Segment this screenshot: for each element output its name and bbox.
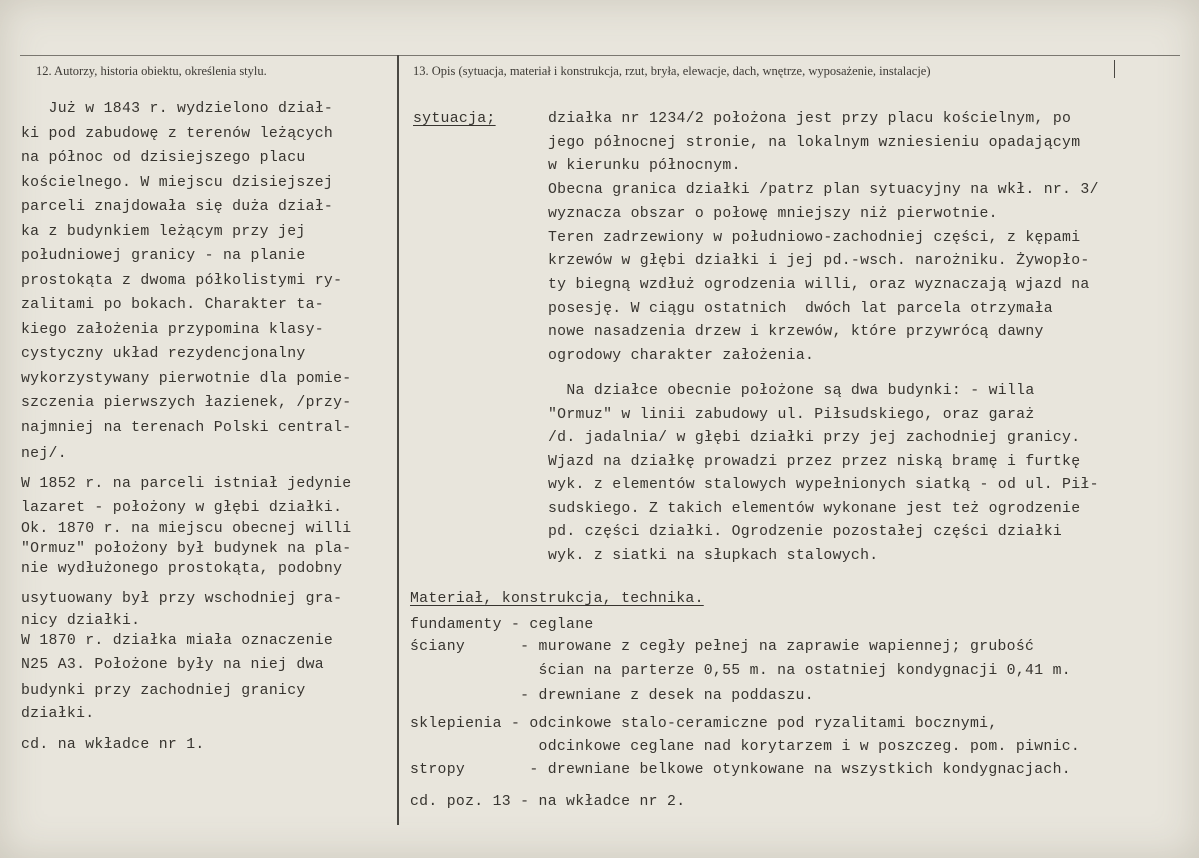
history-line: budynki przy zachodniej granicy [21, 683, 306, 699]
sytuacja-line: Teren zadrzewiony w południowo-zachodniej części, z kępami [548, 229, 1081, 246]
sytuacja-line: Na działce obecnie położone są dwa budynki: - willa [548, 383, 1035, 399]
section-13-header: 13. Opis (sytuacja, materiał i konstrukcja, rzut, bryła, elewacje, dach, wnętrze, wyposażenie, instalacje) [413, 64, 931, 78]
material-line: sklepienia - odcinkowe stalo-ceramiczne pod ryzalitami bocznymi, [410, 716, 998, 732]
history-line: cystyczny układ rezydencjonalny [21, 346, 306, 362]
continuation-note: cd. poz. 13 - na wkładce nr 2. [410, 794, 686, 810]
history-line: parceli znajdowała się duża dział- [21, 199, 334, 215]
sytuacja-line: wyk. z siatki na słupkach stalowych. [548, 547, 879, 564]
sytuacja-label: sytuacja; [413, 111, 496, 127]
history-line: lazaret - położony w głębi działki. [21, 500, 343, 516]
history-line: Już w 1843 r. wydzielono dział- [21, 101, 334, 117]
material-line: fundamenty - ceglane [410, 617, 594, 633]
history-line: szczenia pierwszych łazienek, /przy- [21, 395, 352, 411]
sytuacja-line: ty biegną wzdłuż ogrodzenia willi, oraz wyznaczają wjazd na [548, 276, 1090, 293]
material-line: ścian na parterze 0,55 m. na ostatniej kondygnacji 0,41 m. [410, 663, 1071, 679]
sytuacja-line: "Ormuz" w linii zabudowy ul. Piłsudskiego, oraz garaż [548, 406, 1035, 423]
material-line: - drewniane z desek na poddaszu. [410, 688, 814, 704]
history-line: najmniej na terenach Polski central- [21, 419, 352, 436]
header-rule [20, 55, 1180, 56]
history-line: nicy działki. [21, 613, 141, 629]
history-line: południowej granicy - na planie [21, 248, 306, 264]
sytuacja-line: sudskiego. Z takich elementów wykonane jest też ogrodzenie [548, 500, 1081, 517]
sytuacja-line: działka nr 1234/2 położona jest przy placu kościelnym, po [548, 111, 1072, 127]
history-line: działki. [21, 706, 95, 722]
sytuacja-line: Obecna granica działki /patrz plan sytuacyjny na wkł. nr. 3/ [548, 182, 1099, 199]
material-line: odcinkowe ceglane nad korytarzem i w poszczeg. pom. piwnic. [410, 739, 1081, 755]
history-line: nie wydłużonego prostokąta, podobny [21, 561, 343, 577]
material-heading: Materiał, konstrukcja, technika. [410, 591, 704, 607]
history-line: kiego założenia przypomina klasy- [21, 321, 324, 338]
history-line: N25 A3. Położone były na niej dwa [21, 657, 324, 673]
sytuacja-line: jego północnej stronie, na lokalnym wzniesieniu opadającym [548, 134, 1081, 151]
sytuacja-line: Wjazd na działkę prowadzi przez przez niską bramę i furtkę [548, 453, 1081, 470]
history-line: W 1852 r. na parceli istniał jedynie [21, 476, 352, 492]
history-line: na północ od dzisiejszego placu [21, 150, 306, 166]
history-line: ka z budynkiem leżącym przy jej [21, 223, 306, 240]
sytuacja-line: posesję. W ciągu ostatnich dwóch lat parcela otrzymała [548, 300, 1053, 317]
history-line: kościelnego. W miejscu dzisiejszej [21, 174, 334, 191]
section-12-header: 12. Autorzy, historia obiektu, określenia stylu. [36, 64, 267, 78]
sytuacja-line: ogrodowy charakter założenia. [548, 348, 815, 364]
header-tick-mark [1114, 60, 1115, 78]
history-line: W 1870 r. działka miała oznaczenie [21, 633, 334, 649]
history-line: zalitami po bokach. Charakter ta- [21, 297, 324, 313]
sytuacja-line: pd. części działki. Ogrodzenie pozostałej części działki [548, 524, 1063, 540]
history-line: ki pod zabudowę z terenów leżących [21, 125, 334, 142]
column-divider [397, 55, 399, 825]
sytuacja-line: krzewów w głębi działki i jej pd.-wsch. narożniku. Żywopło- [548, 253, 1090, 270]
history-line: cd. na wkładce nr 1. [21, 737, 205, 753]
material-line: stropy - drewniane belkowe otynkowane na wszystkich kondygnacjach. [410, 762, 1071, 778]
sytuacja-line: /d. jadalnia/ w głębi działki przy jej zachodniej granicy. [548, 430, 1081, 446]
sytuacja-line: w kierunku północnym. [548, 158, 741, 175]
history-line: prostokąta z dwoma półkolistymi ry- [21, 272, 343, 289]
history-line: usytuowany był przy wschodniej gra- [21, 591, 343, 607]
history-line: "Ormuz" położony był budynek na pla- [21, 541, 352, 557]
material-line: ściany - murowane z cegły pełnej na zaprawie wapiennej; grubość [410, 639, 1035, 655]
history-line: nej/. [21, 446, 67, 462]
sytuacja-line: wyk. z elementów stalowych wypełnionych siatką - od ul. Pił- [548, 477, 1099, 493]
sytuacja-line: wyznacza obszar o połowę mniejszy niż pierwotnie. [548, 205, 998, 222]
history-line: Ok. 1870 r. na miejscu obecnej willi [21, 521, 352, 537]
sytuacja-line: nowe nasadzenia drzew i krzewów, które przywrócą dawny [548, 324, 1044, 341]
history-line: wykorzystywany pierwotnie dla pomie- [21, 370, 352, 387]
